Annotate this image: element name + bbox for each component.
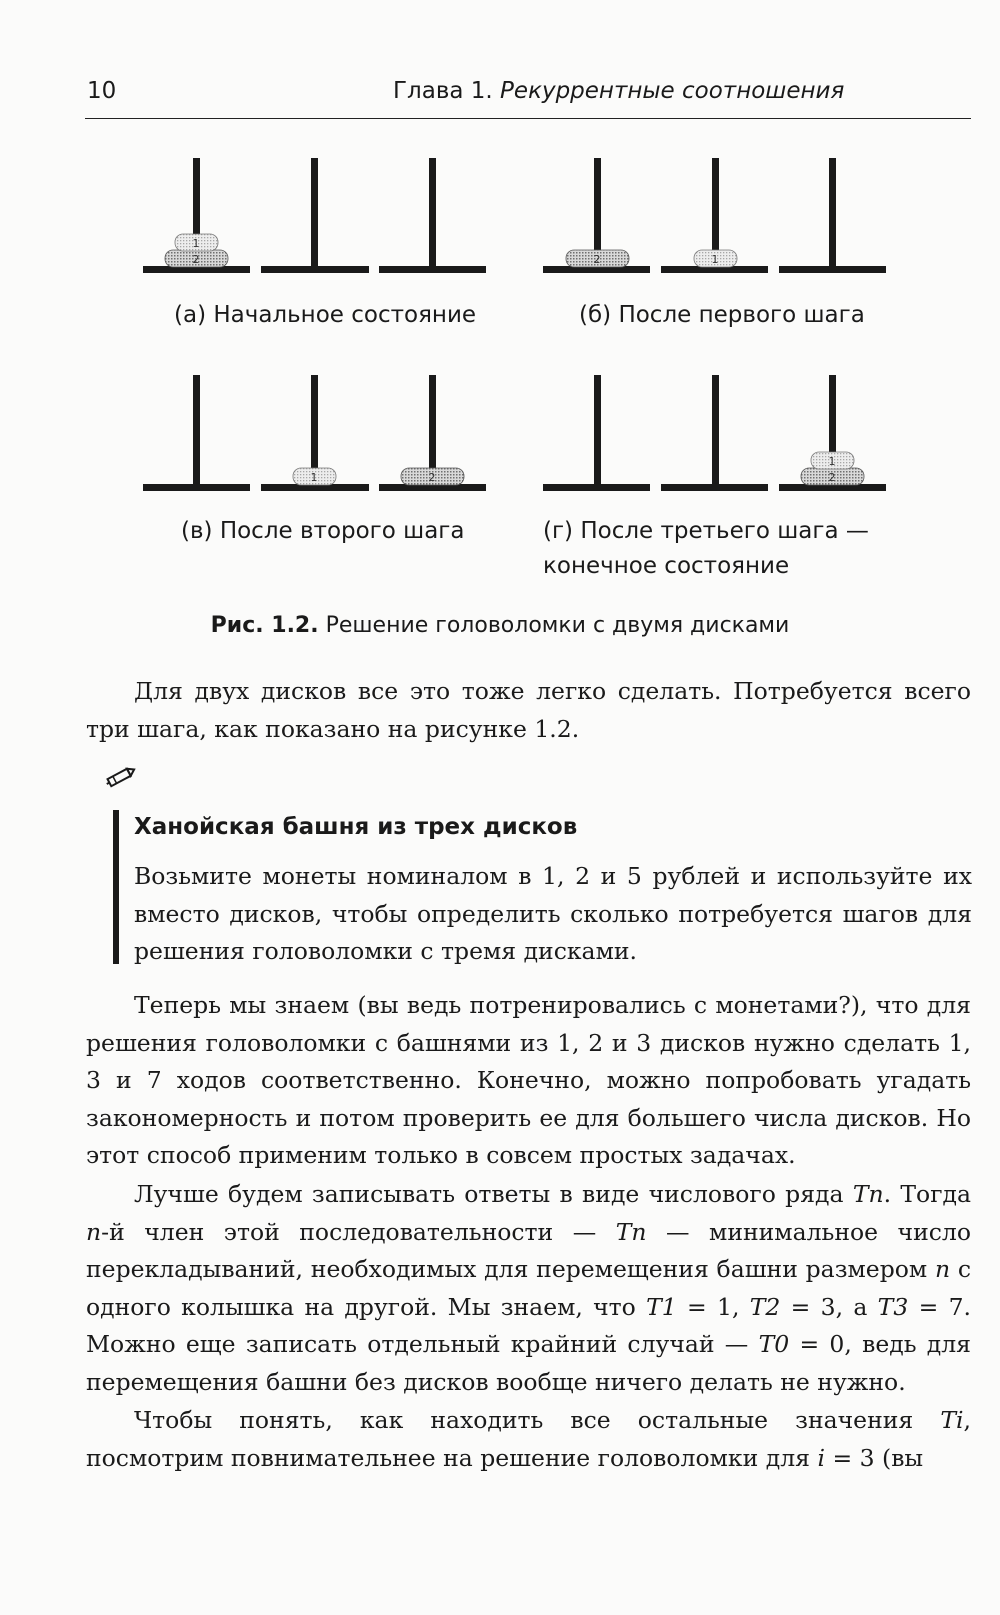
- caption-d-line2: конечное состояние: [543, 553, 790, 579]
- p3-seg8: = 7. Можно еще записать отдельный крайний случай —: [86, 1292, 971, 1358]
- disk-1-label: 1: [192, 237, 200, 250]
- peg-c1: [193, 375, 200, 486]
- peg-a2: [311, 158, 318, 268]
- p3-seg2: . Тогда: [883, 1180, 971, 1208]
- math-n: n: [934, 1255, 951, 1283]
- disk-1-label: 1: [711, 253, 719, 266]
- panel-a: [143, 158, 486, 273]
- p3-seg1: Лучше будем записывать ответы в виде числового ряда: [134, 1180, 853, 1208]
- p3-seg9: = 0, ведь для перемещения башни без дисков вообще ничего делать не нужно.: [86, 1330, 971, 1396]
- panel-c: [143, 375, 486, 491]
- math-Ti: Ti: [940, 1406, 964, 1434]
- disk-2-label: 2: [593, 253, 601, 266]
- exercise-box: [113, 810, 977, 964]
- paragraph-1-text: Для двух дисков все это тоже легко сделать. Потребуется всего три шага, как показано на рисунке 1.2.: [86, 677, 971, 743]
- peg-d2: [712, 375, 719, 486]
- page-number: 10: [87, 78, 117, 104]
- figure-caption: [0, 613, 1000, 638]
- pencil-icon: [103, 765, 137, 789]
- disk-2-label: 2: [192, 253, 200, 266]
- math-i: i: [817, 1443, 825, 1472]
- exercise-title: Ханойская башня из трех дисков: [134, 814, 578, 840]
- disk-1-label: 1: [310, 471, 318, 484]
- math-T3: T3: [877, 1292, 909, 1321]
- caption-a: (а) Начальное состояние: [174, 302, 477, 328]
- p3-seg6: = 1,: [676, 1292, 750, 1321]
- p3-seg5: с одного колышка на другой. Мы знаем, что: [86, 1255, 972, 1321]
- p3-seg3: -й член этой последовательности —: [101, 1217, 616, 1246]
- p4-seg2: , посмотрим повнимательнее на решение головоломки для: [86, 1406, 971, 1472]
- paragraph-2: [86, 987, 971, 1175]
- math-Tn: Tn: [852, 1180, 884, 1208]
- p4-seg1: Чтобы понять, как находить все остальные значения: [134, 1406, 941, 1434]
- peg-a3: [429, 158, 436, 268]
- p3-seg4: — минимальное число перекладываний, необходимых для перемещения башни размером: [86, 1217, 971, 1283]
- panel-d: [543, 375, 886, 491]
- paragraph-1: [86, 673, 971, 748]
- p4-seg3: = 3 (вы: [824, 1443, 924, 1472]
- disk-2-label: 2: [428, 471, 436, 484]
- caption-d-line1: (г) После третьего шага —: [543, 518, 869, 544]
- disk-2-label: 2: [828, 471, 836, 484]
- math-T2: T2: [749, 1292, 781, 1321]
- paragraph-3: [86, 1176, 971, 1401]
- figure-label: Рис. 1.2.: [210, 613, 319, 638]
- exercise-text: Возьмите монеты номиналом в 1, 2 и 5 рублей и используйте их вместо дисков, чтобы определить сколько потребуется шагов для решения головоломки с тремя дисками.: [134, 862, 972, 965]
- p3-seg7: = 3, а: [780, 1292, 878, 1321]
- paragraph-4: [86, 1402, 971, 1477]
- caption-d: [543, 514, 869, 584]
- caption-c: (в) После второго шага: [181, 518, 465, 544]
- math-Tn: Tn: [615, 1217, 647, 1246]
- caption-b: (б) После первого шага: [579, 302, 865, 328]
- disk-1-label: 1: [828, 455, 836, 468]
- chapter-title: Рекуррентные соотношения: [500, 78, 845, 104]
- math-T0: T0: [758, 1330, 790, 1358]
- math-T1: T1: [646, 1292, 677, 1321]
- paragraph-2-text: Теперь мы знаем (вы ведь потренировались с монетами?), что для решения головоломки с башнями из 1, 2 и 3 дисков нужно сделать 1, 3 и 7 ходов соответственно. Конечно, можно попробовать угадать закономерность и потом проверить ее для большего числа дисков. Но этот способ применим только в совсем простых задачах.: [86, 991, 971, 1169]
- figure-title: Решение головоломки с двумя дисками: [325, 613, 790, 638]
- peg-d1: [594, 375, 601, 486]
- chapter-number: Глава 1.: [393, 78, 493, 104]
- panel-b: [543, 158, 886, 273]
- peg-b3: [829, 158, 836, 268]
- math-n: n: [86, 1217, 102, 1246]
